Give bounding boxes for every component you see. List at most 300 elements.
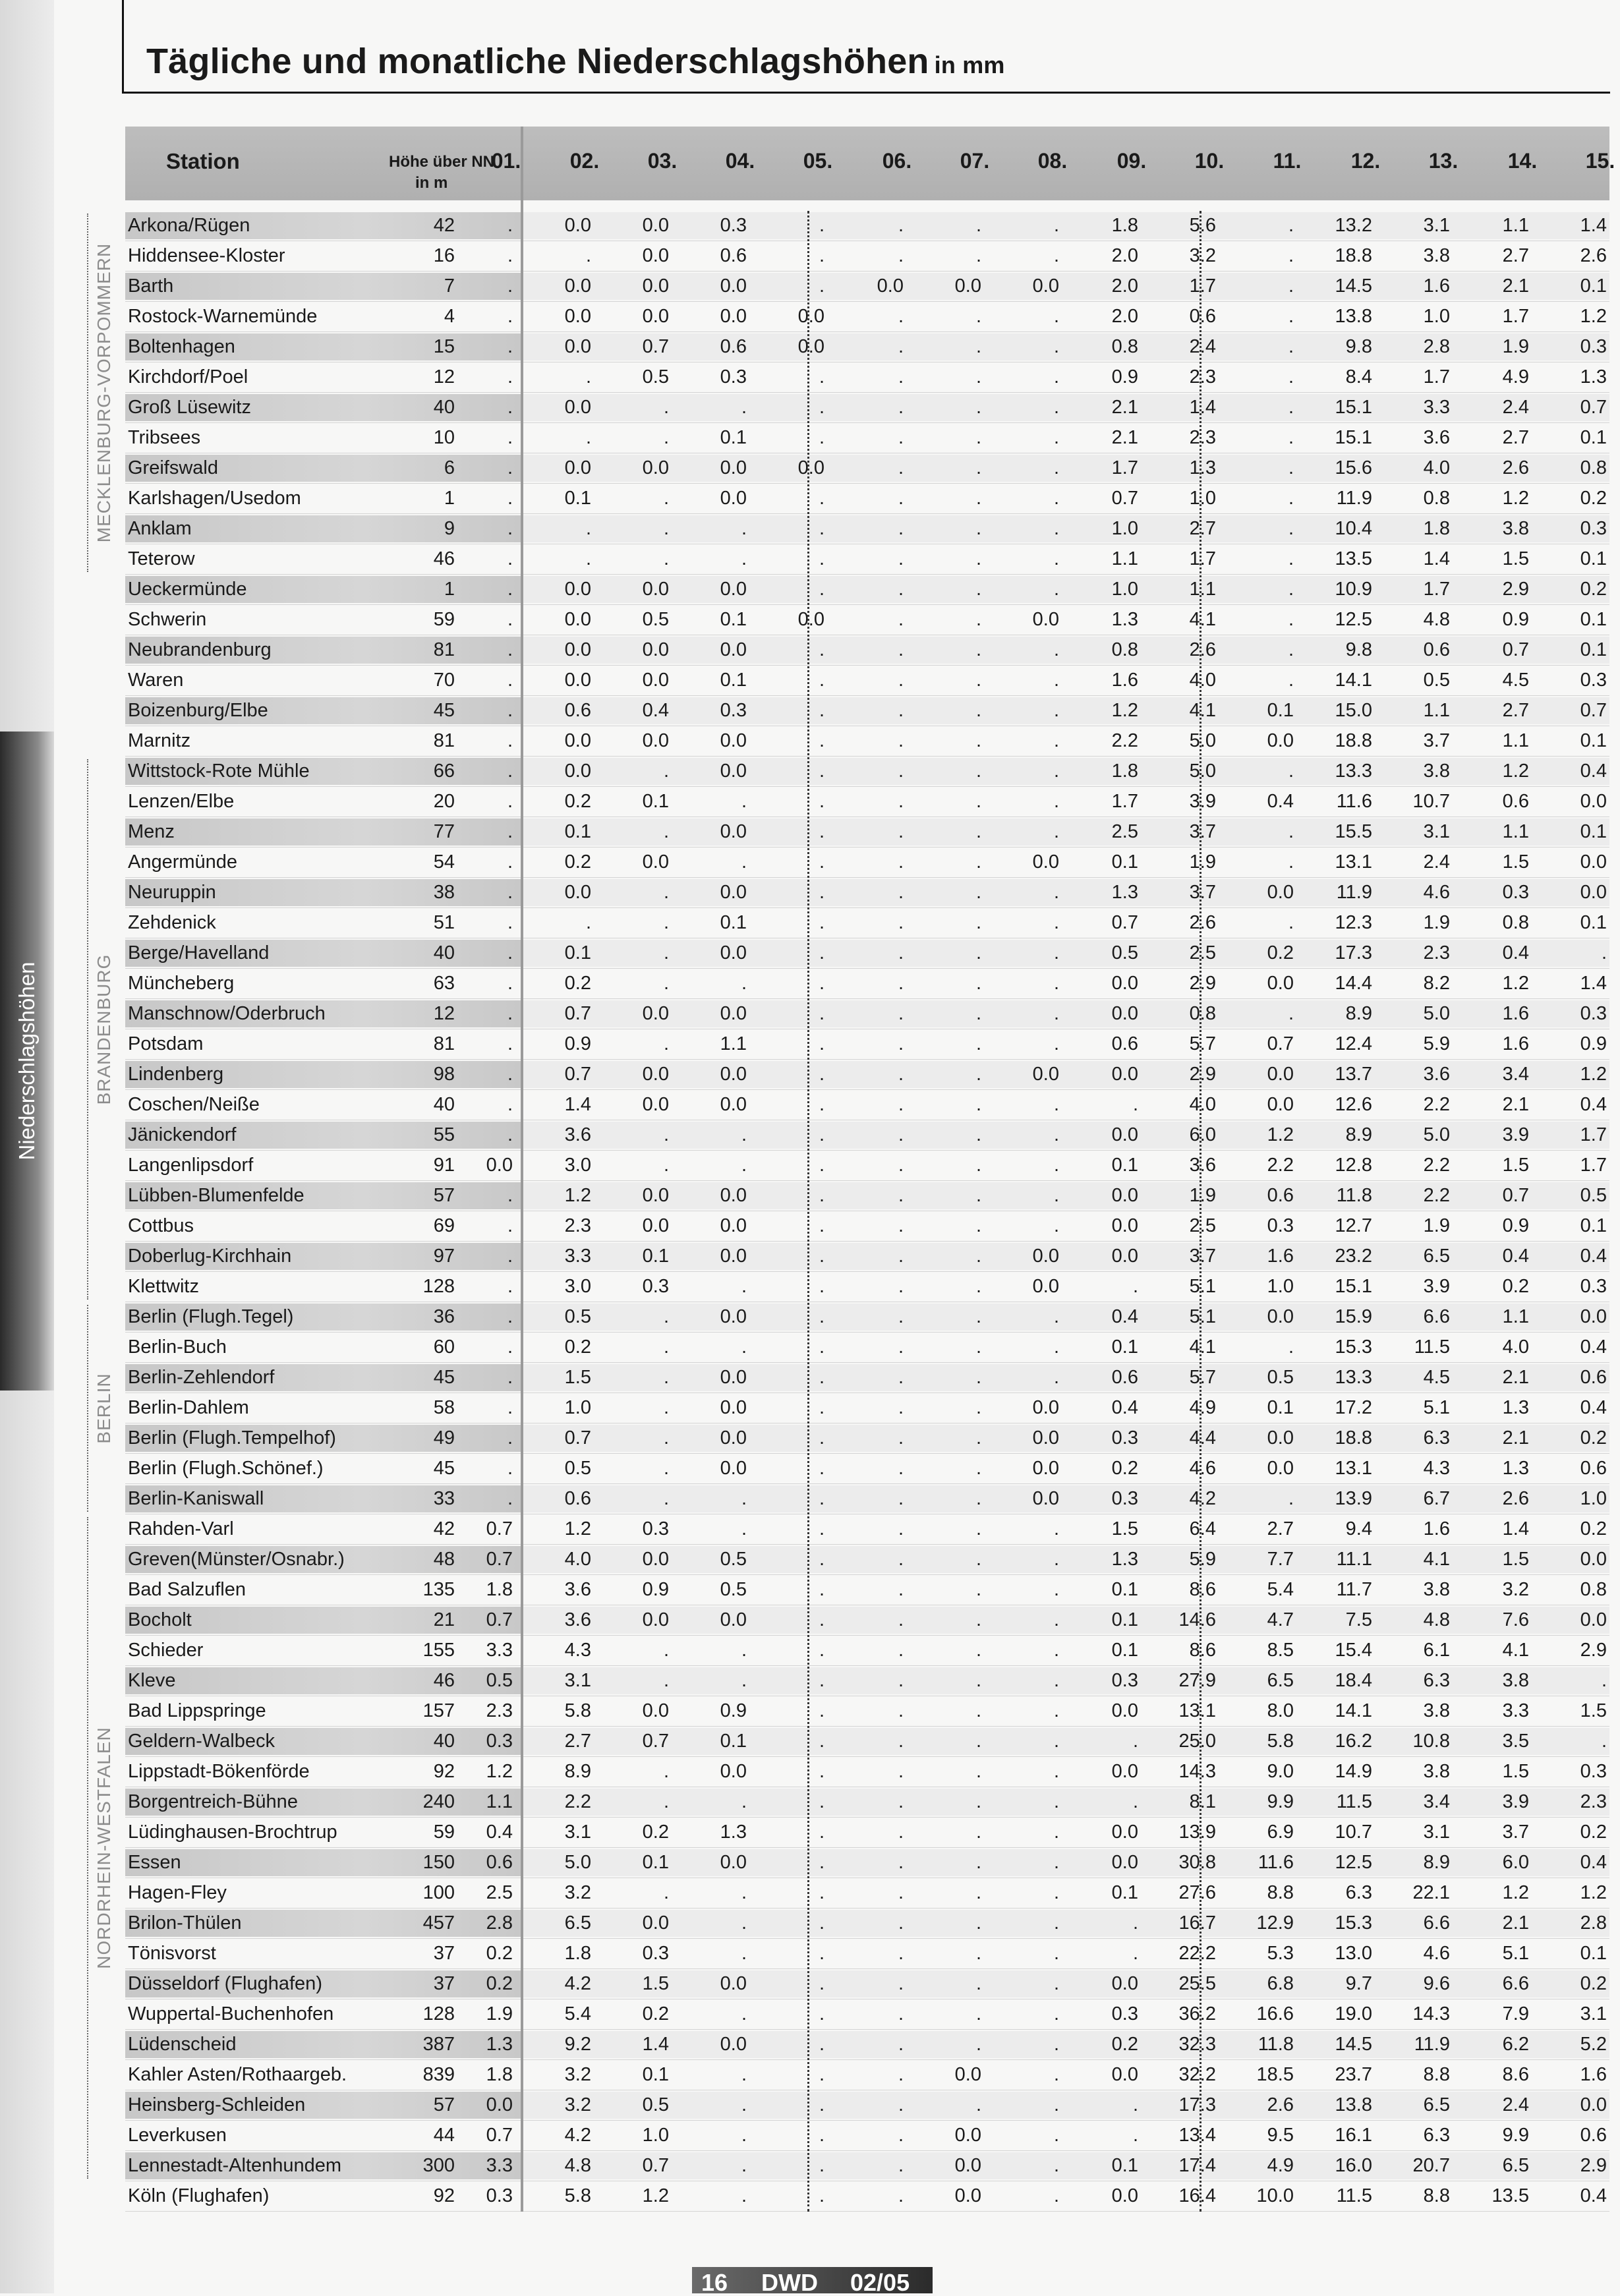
precip-day-12: 10.7: [1335, 1822, 1372, 1843]
table-row: [125, 1545, 1609, 1575]
precip-day-3: 1.5: [642, 1973, 669, 1994]
station-elevation: 70: [433, 670, 455, 691]
precip-day-3: 0.5: [642, 366, 669, 387]
table-row: [125, 514, 1609, 544]
station-name: Manschnow/Oderbruch: [128, 1003, 326, 1024]
precip-day-4: 1.3: [720, 1822, 747, 1843]
precip-day-14: 1.9: [1502, 336, 1529, 357]
precip-day-11: 0.1: [1267, 700, 1294, 721]
precip-day-13: 3.8: [1423, 1579, 1450, 1600]
precip-day-14: 4.0: [1502, 1336, 1529, 1358]
precip-day-12: 11.9: [1336, 882, 1372, 903]
station-elevation: 16: [433, 245, 455, 266]
precip-day-4: 0.9: [720, 1700, 747, 1721]
precip-day-7: .: [975, 1458, 981, 1479]
header-day-1: 01.: [491, 149, 521, 173]
precip-day-14: 6.5: [1502, 2155, 1529, 2176]
station-elevation: 7: [444, 275, 455, 297]
precip-day-9: 2.0: [1111, 245, 1138, 266]
precip-day-4: 0.0: [720, 1185, 747, 1206]
precip-day-13: 4.5: [1423, 1367, 1450, 1388]
precip-day-10: 13.4: [1178, 2125, 1216, 2146]
precip-day-5: .: [819, 1731, 824, 1752]
precip-day-9: .: [1132, 2125, 1138, 2146]
precip-day-2: 0.0: [564, 670, 591, 691]
precip-day-13: 3.1: [1423, 821, 1450, 842]
precip-day-10: 30.8: [1178, 1852, 1216, 1873]
precip-day-3: 0.7: [642, 1731, 669, 1752]
precip-day-5: .: [819, 1397, 824, 1418]
station-name: Wittstock-Rote Mühle: [128, 761, 310, 782]
precip-day-6: .: [898, 366, 904, 387]
precip-day-13: 3.4: [1423, 1791, 1450, 1812]
precip-day-12: 14.1: [1335, 1700, 1372, 1721]
station-name: Kahler Asten/Rothaargeb.: [128, 2064, 347, 2085]
precip-day-14: 1.4: [1502, 1518, 1529, 1539]
precip-day-6: .: [898, 1640, 904, 1661]
precip-day-3: .: [663, 1761, 669, 1782]
precip-day-7: .: [975, 457, 981, 478]
precip-day-5: .: [819, 1336, 824, 1358]
precip-day-13: 3.8: [1423, 761, 1450, 782]
station-elevation: 46: [433, 1670, 455, 1691]
precip-day-13: 10.8: [1412, 1731, 1450, 1752]
precip-day-13: 3.8: [1423, 245, 1450, 266]
precip-day-5: .: [819, 1609, 824, 1630]
precip-day-2: 3.3: [564, 1246, 591, 1267]
precip-day-15: 0.2: [1580, 1427, 1607, 1449]
precip-day-8: .: [1053, 1367, 1059, 1388]
precip-day-12: 16.2: [1335, 1731, 1372, 1752]
precip-day-10: 25.0: [1178, 1731, 1216, 1752]
precip-day-3: .: [663, 761, 669, 782]
precip-day-11: .: [1288, 336, 1294, 357]
precip-day-11: .: [1288, 427, 1294, 448]
precip-day-10: 14.3: [1178, 1761, 1216, 1782]
precip-day-1: 0.7: [486, 2125, 513, 2146]
precip-day-12: 14.4: [1335, 973, 1372, 994]
precip-day-13: 6.6: [1423, 1306, 1450, 1327]
precip-day-8: .: [1053, 973, 1059, 994]
precip-day-4: 0.0: [720, 882, 747, 903]
precip-day-14: 0.8: [1502, 912, 1529, 933]
precip-day-12: 9.4: [1345, 1518, 1372, 1539]
station-name: Boizenburg/Elbe: [128, 700, 268, 721]
precip-day-11: 0.1: [1267, 1397, 1294, 1418]
precip-day-5: .: [819, 427, 824, 448]
precip-day-11: .: [1288, 245, 1294, 266]
precip-day-12: 17.2: [1335, 1397, 1372, 1418]
precip-day-12: 18.4: [1335, 1670, 1372, 1691]
precip-day-7: .: [975, 1579, 981, 1600]
precip-day-1: .: [507, 427, 513, 448]
precip-day-1: .: [507, 912, 513, 933]
precip-day-13: 4.6: [1423, 1943, 1450, 1964]
precip-day-10: 2.5: [1189, 942, 1216, 963]
precip-day-8: 0.0: [1032, 275, 1059, 297]
precip-day-13: 2.4: [1423, 851, 1450, 873]
precip-day-11: .: [1288, 1003, 1294, 1024]
precip-day-13: 1.1: [1423, 700, 1450, 721]
precip-day-11: 4.7: [1267, 1609, 1294, 1630]
precip-day-7: .: [975, 851, 981, 873]
precip-day-9: 2.2: [1111, 730, 1138, 751]
precip-day-13: 4.3: [1423, 1458, 1450, 1479]
precip-day-4: 0.0: [720, 730, 747, 751]
table-row: [125, 1605, 1609, 1636]
precip-day-9: 0.1: [1111, 2155, 1138, 2176]
precip-day-4: 0.0: [720, 1246, 747, 1267]
precip-day-12: 12.8: [1335, 1155, 1372, 1176]
precip-day-7: .: [975, 1670, 981, 1691]
precip-day-14: 1.5: [1502, 1761, 1529, 1782]
station-elevation: 15: [433, 336, 455, 357]
precip-day-5: 0.0: [797, 457, 824, 478]
station-name: Schieder: [128, 1640, 204, 1661]
header-day-13: 13.: [1428, 149, 1459, 173]
precip-day-11: 0.5: [1267, 1367, 1294, 1388]
precip-day-14: 0.7: [1502, 1185, 1529, 1206]
precip-day-12: 8.9: [1345, 1124, 1372, 1145]
precip-day-10: 3.7: [1189, 821, 1216, 842]
precip-day-5: .: [819, 1276, 824, 1297]
precip-day-12: 7.5: [1345, 1609, 1372, 1630]
precip-day-15: 0.2: [1580, 1973, 1607, 1994]
precip-day-11: 8.0: [1267, 1700, 1294, 1721]
precip-day-7: .: [975, 1003, 981, 1024]
station-name: Waren: [128, 670, 184, 691]
precip-day-4: .: [741, 1791, 747, 1812]
table-row: [125, 2121, 1609, 2151]
precip-day-6: 0.0: [877, 275, 904, 297]
precip-day-3: 0.0: [642, 1185, 669, 1206]
precip-day-2: 0.0: [564, 275, 591, 297]
precip-day-13: 20.7: [1412, 2155, 1450, 2176]
precip-day-12: 14.9: [1335, 1761, 1372, 1782]
precip-day-3: 0.0: [642, 1215, 669, 1236]
station-name: Berlin-Dahlem: [128, 1397, 249, 1418]
table-row: [125, 666, 1609, 696]
precip-day-6: .: [898, 1852, 904, 1873]
precip-day-10: 16.4: [1178, 2185, 1216, 2206]
station-name: Neubrandenburg: [128, 639, 272, 660]
precip-day-4: .: [741, 2155, 747, 2176]
precip-day-8: .: [1053, 245, 1059, 266]
table-row: [125, 847, 1609, 878]
precip-day-4: 0.6: [720, 245, 747, 266]
precip-day-13: 3.1: [1423, 215, 1450, 236]
precip-day-11: 8.5: [1267, 1640, 1294, 1661]
precip-day-11: .: [1288, 821, 1294, 842]
precip-day-13: 4.0: [1423, 457, 1450, 478]
precip-day-8: 0.0: [1032, 1427, 1059, 1449]
table-row: [125, 272, 1609, 302]
header-day-10: 10.: [1194, 149, 1225, 173]
station-name: Wuppertal-Buchenhofen: [128, 2003, 334, 2024]
precip-day-9: 1.5: [1111, 1518, 1138, 1539]
precip-day-9: 2.0: [1111, 275, 1138, 297]
station-elevation: 59: [433, 609, 455, 630]
precip-day-7: .: [975, 1397, 981, 1418]
precip-day-7: .: [975, 579, 981, 600]
precip-day-8: .: [1053, 1306, 1059, 1327]
precip-day-14: 1.1: [1502, 1306, 1529, 1327]
station-elevation: 12: [433, 1003, 455, 1024]
precip-day-11: .: [1288, 851, 1294, 873]
table-row: [125, 999, 1609, 1029]
precip-day-10: 2.3: [1189, 427, 1216, 448]
station-elevation: 46: [433, 548, 455, 569]
table-row: [125, 2181, 1609, 2212]
precip-day-15: 1.4: [1580, 215, 1607, 236]
precip-day-14: 4.5: [1502, 670, 1529, 691]
precip-day-12: 14.1: [1335, 670, 1372, 691]
precip-day-6: .: [898, 336, 904, 357]
station-name: Bad Lippspringe: [128, 1700, 266, 1721]
precip-day-15: 0.8: [1580, 457, 1607, 478]
precip-day-9: 1.3: [1111, 609, 1138, 630]
precip-day-11: 5.4: [1267, 1579, 1294, 1600]
precip-day-10: 4.2: [1189, 1488, 1216, 1509]
precip-day-12: 11.5: [1336, 1791, 1372, 1812]
station-elevation: 12: [433, 366, 455, 387]
precip-day-4: 0.0: [720, 1427, 747, 1449]
station-elevation: 42: [433, 1518, 455, 1539]
precip-day-3: .: [663, 1670, 669, 1691]
precip-day-13: 5.9: [1423, 1033, 1450, 1054]
precip-day-2: 0.0: [564, 397, 591, 418]
precip-day-10: 1.4: [1189, 397, 1216, 418]
precip-day-4: .: [741, 791, 747, 812]
precip-day-15: 0.3: [1580, 1276, 1607, 1297]
precip-day-10: 3.7: [1189, 882, 1216, 903]
precip-day-6: .: [898, 1791, 904, 1812]
precip-day-4: .: [741, 2003, 747, 2024]
precip-day-3: 0.7: [642, 336, 669, 357]
footer-page-number: 16: [701, 2269, 728, 2296]
precip-day-13: 1.9: [1423, 1215, 1450, 1236]
precip-day-11: 0.0: [1267, 1306, 1294, 1327]
precip-day-3: .: [663, 518, 669, 539]
precip-day-2: .: [585, 912, 591, 933]
precip-day-9: 0.7: [1111, 912, 1138, 933]
precip-day-14: 3.4: [1502, 1064, 1529, 1085]
precip-day-2: 0.1: [564, 488, 591, 509]
station-elevation: 387: [422, 2034, 455, 2055]
precip-day-3: .: [663, 882, 669, 903]
precip-day-10: 1.3: [1189, 457, 1216, 478]
precip-day-9: 0.0: [1111, 973, 1138, 994]
precip-day-8: .: [1053, 670, 1059, 691]
precip-day-2: 5.4: [564, 2003, 591, 2024]
precip-day-1: .: [507, 215, 513, 236]
precip-day-15: 3.1: [1580, 2003, 1607, 2024]
precip-day-9: .: [1132, 1943, 1138, 1964]
precip-day-15: 0.0: [1580, 851, 1607, 873]
precip-day-2: 0.5: [564, 1306, 591, 1327]
precip-day-11: 6.5: [1267, 1670, 1294, 1691]
region-label: NORDRHEIN-WESTFALEN: [94, 1727, 114, 1969]
station-name: Zehdenick: [128, 912, 216, 933]
precip-day-13: 2.2: [1423, 1094, 1450, 1115]
precip-day-9: 0.0: [1111, 1185, 1138, 1206]
precip-day-12: 12.6: [1335, 1094, 1372, 1115]
precip-day-8: .: [1053, 1336, 1059, 1358]
precip-day-4: .: [741, 2125, 747, 2146]
precip-day-1: .: [507, 609, 513, 630]
precip-day-9: .: [1132, 2094, 1138, 2115]
precip-day-15: 0.0: [1580, 2094, 1607, 2115]
precip-day-14: 4.1: [1502, 1640, 1529, 1661]
precip-day-9: 1.3: [1111, 1549, 1138, 1570]
precip-day-10: 27.6: [1178, 1882, 1216, 1903]
precip-day-11: .: [1288, 275, 1294, 297]
station-elevation: 6: [444, 457, 455, 478]
precip-day-8: .: [1053, 1155, 1059, 1176]
precip-day-5: .: [819, 579, 824, 600]
precip-day-6: .: [898, 1670, 904, 1691]
precip-day-14: 1.6: [1502, 1033, 1529, 1054]
header-day-4: 04.: [725, 149, 755, 173]
precip-day-3: 1.2: [642, 2185, 669, 2206]
precip-day-12: 23.7: [1335, 2064, 1372, 2085]
precip-day-8: .: [1053, 1033, 1059, 1054]
precip-day-2: 0.0: [564, 761, 591, 782]
precip-day-8: .: [1053, 2185, 1059, 2206]
precip-day-12: 15.5: [1335, 821, 1372, 842]
precip-day-8: .: [1053, 912, 1059, 933]
precip-day-1: 1.8: [486, 2064, 513, 2085]
precip-day-4: 0.0: [720, 306, 747, 327]
precip-day-12: 14.5: [1335, 275, 1372, 297]
precip-day-11: .: [1288, 912, 1294, 933]
precip-day-12: 18.8: [1335, 245, 1372, 266]
precip-day-7: .: [975, 912, 981, 933]
precip-day-4: 0.5: [720, 1549, 747, 1570]
station-name: Brilon-Thülen: [128, 1912, 242, 1934]
precip-day-3: .: [663, 488, 669, 509]
precip-day-5: .: [819, 1155, 824, 1176]
precip-day-7: .: [975, 1094, 981, 1115]
precip-day-15: 2.9: [1580, 2155, 1607, 2176]
precip-day-5: .: [819, 700, 824, 721]
table-row: [125, 1666, 1609, 1696]
station-name: Berlin-Zehlendorf: [128, 1367, 275, 1388]
precip-day-5: .: [819, 882, 824, 903]
precip-day-7: .: [975, 1488, 981, 1509]
precip-day-3: .: [663, 973, 669, 994]
table-row: [125, 1909, 1609, 1939]
precip-day-6: .: [898, 1822, 904, 1843]
precip-day-13: 1.4: [1423, 548, 1450, 569]
precip-day-15: 1.2: [1580, 1064, 1607, 1085]
station-elevation: 40: [433, 1094, 455, 1115]
precip-day-10: 2.9: [1189, 973, 1216, 994]
precip-day-15: 0.3: [1580, 518, 1607, 539]
precip-day-1: .: [507, 1427, 513, 1449]
precip-day-12: 12.4: [1335, 1033, 1372, 1054]
station-name: Greven(Münster/Osnabr.): [128, 1549, 345, 1570]
precip-day-11: .: [1288, 639, 1294, 660]
header-day-8: 08.: [1037, 149, 1068, 173]
table-row: [125, 635, 1609, 666]
precip-day-12: 15.0: [1335, 700, 1372, 721]
precip-day-1: 1.2: [486, 1761, 513, 1782]
precip-day-5: .: [819, 488, 824, 509]
precip-day-2: .: [585, 245, 591, 266]
precip-day-3: .: [663, 427, 669, 448]
precip-day-1: .: [507, 1064, 513, 1085]
precip-day-4: 0.0: [720, 1064, 747, 1085]
precip-day-7: .: [975, 1973, 981, 1994]
header-day-12: 12.: [1350, 149, 1381, 173]
station-elevation: 92: [433, 1761, 455, 1782]
precip-day-11: 0.3: [1267, 1215, 1294, 1236]
precip-day-2: 1.4: [564, 1094, 591, 1115]
table-row: [125, 393, 1609, 423]
precip-day-5: .: [819, 1640, 824, 1661]
precip-day-7: .: [975, 518, 981, 539]
precip-day-10: 5.1: [1189, 1276, 1216, 1297]
precip-day-13: 1.0: [1423, 306, 1450, 327]
precip-day-7: .: [975, 973, 981, 994]
precip-day-9: 0.5: [1111, 942, 1138, 963]
precip-day-7: .: [975, 1943, 981, 1964]
station-elevation: 20: [433, 791, 455, 812]
precip-day-11: 5.3: [1267, 1943, 1294, 1964]
precip-day-13: 3.8: [1423, 1761, 1450, 1782]
precip-day-7: .: [975, 1822, 981, 1843]
precip-day-1: .: [507, 245, 513, 266]
table-row: [125, 453, 1609, 484]
precip-day-11: 0.6: [1267, 1185, 1294, 1206]
precip-day-3: .: [663, 1155, 669, 1176]
precip-day-14: 2.4: [1502, 2094, 1529, 2115]
precip-day-12: 9.8: [1345, 639, 1372, 660]
precip-day-4: .: [741, 1640, 747, 1661]
precip-day-2: 0.0: [564, 609, 591, 630]
precip-day-9: 1.8: [1111, 215, 1138, 236]
precip-day-7: 0.0: [954, 2185, 981, 2206]
precip-day-1: .: [507, 1336, 513, 1358]
precip-day-12: 14.5: [1335, 2034, 1372, 2055]
precip-day-3: .: [663, 1336, 669, 1358]
precip-day-11: 1.2: [1267, 1124, 1294, 1145]
precip-day-6: .: [898, 1094, 904, 1115]
precip-day-9: 0.0: [1111, 1761, 1138, 1782]
precip-day-12: 12.5: [1335, 609, 1372, 630]
precip-day-14: 1.3: [1502, 1397, 1529, 1418]
station-name: Kleve: [128, 1670, 176, 1691]
table-row: [125, 575, 1609, 605]
precip-day-10: 4.9: [1189, 1397, 1216, 1418]
precip-day-5: .: [819, 215, 824, 236]
precip-day-6: .: [898, 1427, 904, 1449]
precip-day-11: .: [1288, 609, 1294, 630]
precip-day-4: 0.0: [720, 1609, 747, 1630]
precip-day-2: 1.2: [564, 1185, 591, 1206]
precip-day-10: 2.7: [1189, 518, 1216, 539]
precip-day-8: 0.0: [1032, 1397, 1059, 1418]
station-name: Jänickendorf: [128, 1124, 237, 1145]
precip-day-5: .: [819, 1246, 824, 1267]
precip-day-12: 15.1: [1335, 427, 1372, 448]
precip-day-8: .: [1053, 1791, 1059, 1812]
precip-day-9: 0.0: [1111, 1215, 1138, 1236]
precip-day-3: 0.0: [642, 1549, 669, 1570]
precip-day-11: .: [1288, 548, 1294, 569]
precip-day-14: 2.6: [1502, 457, 1529, 478]
